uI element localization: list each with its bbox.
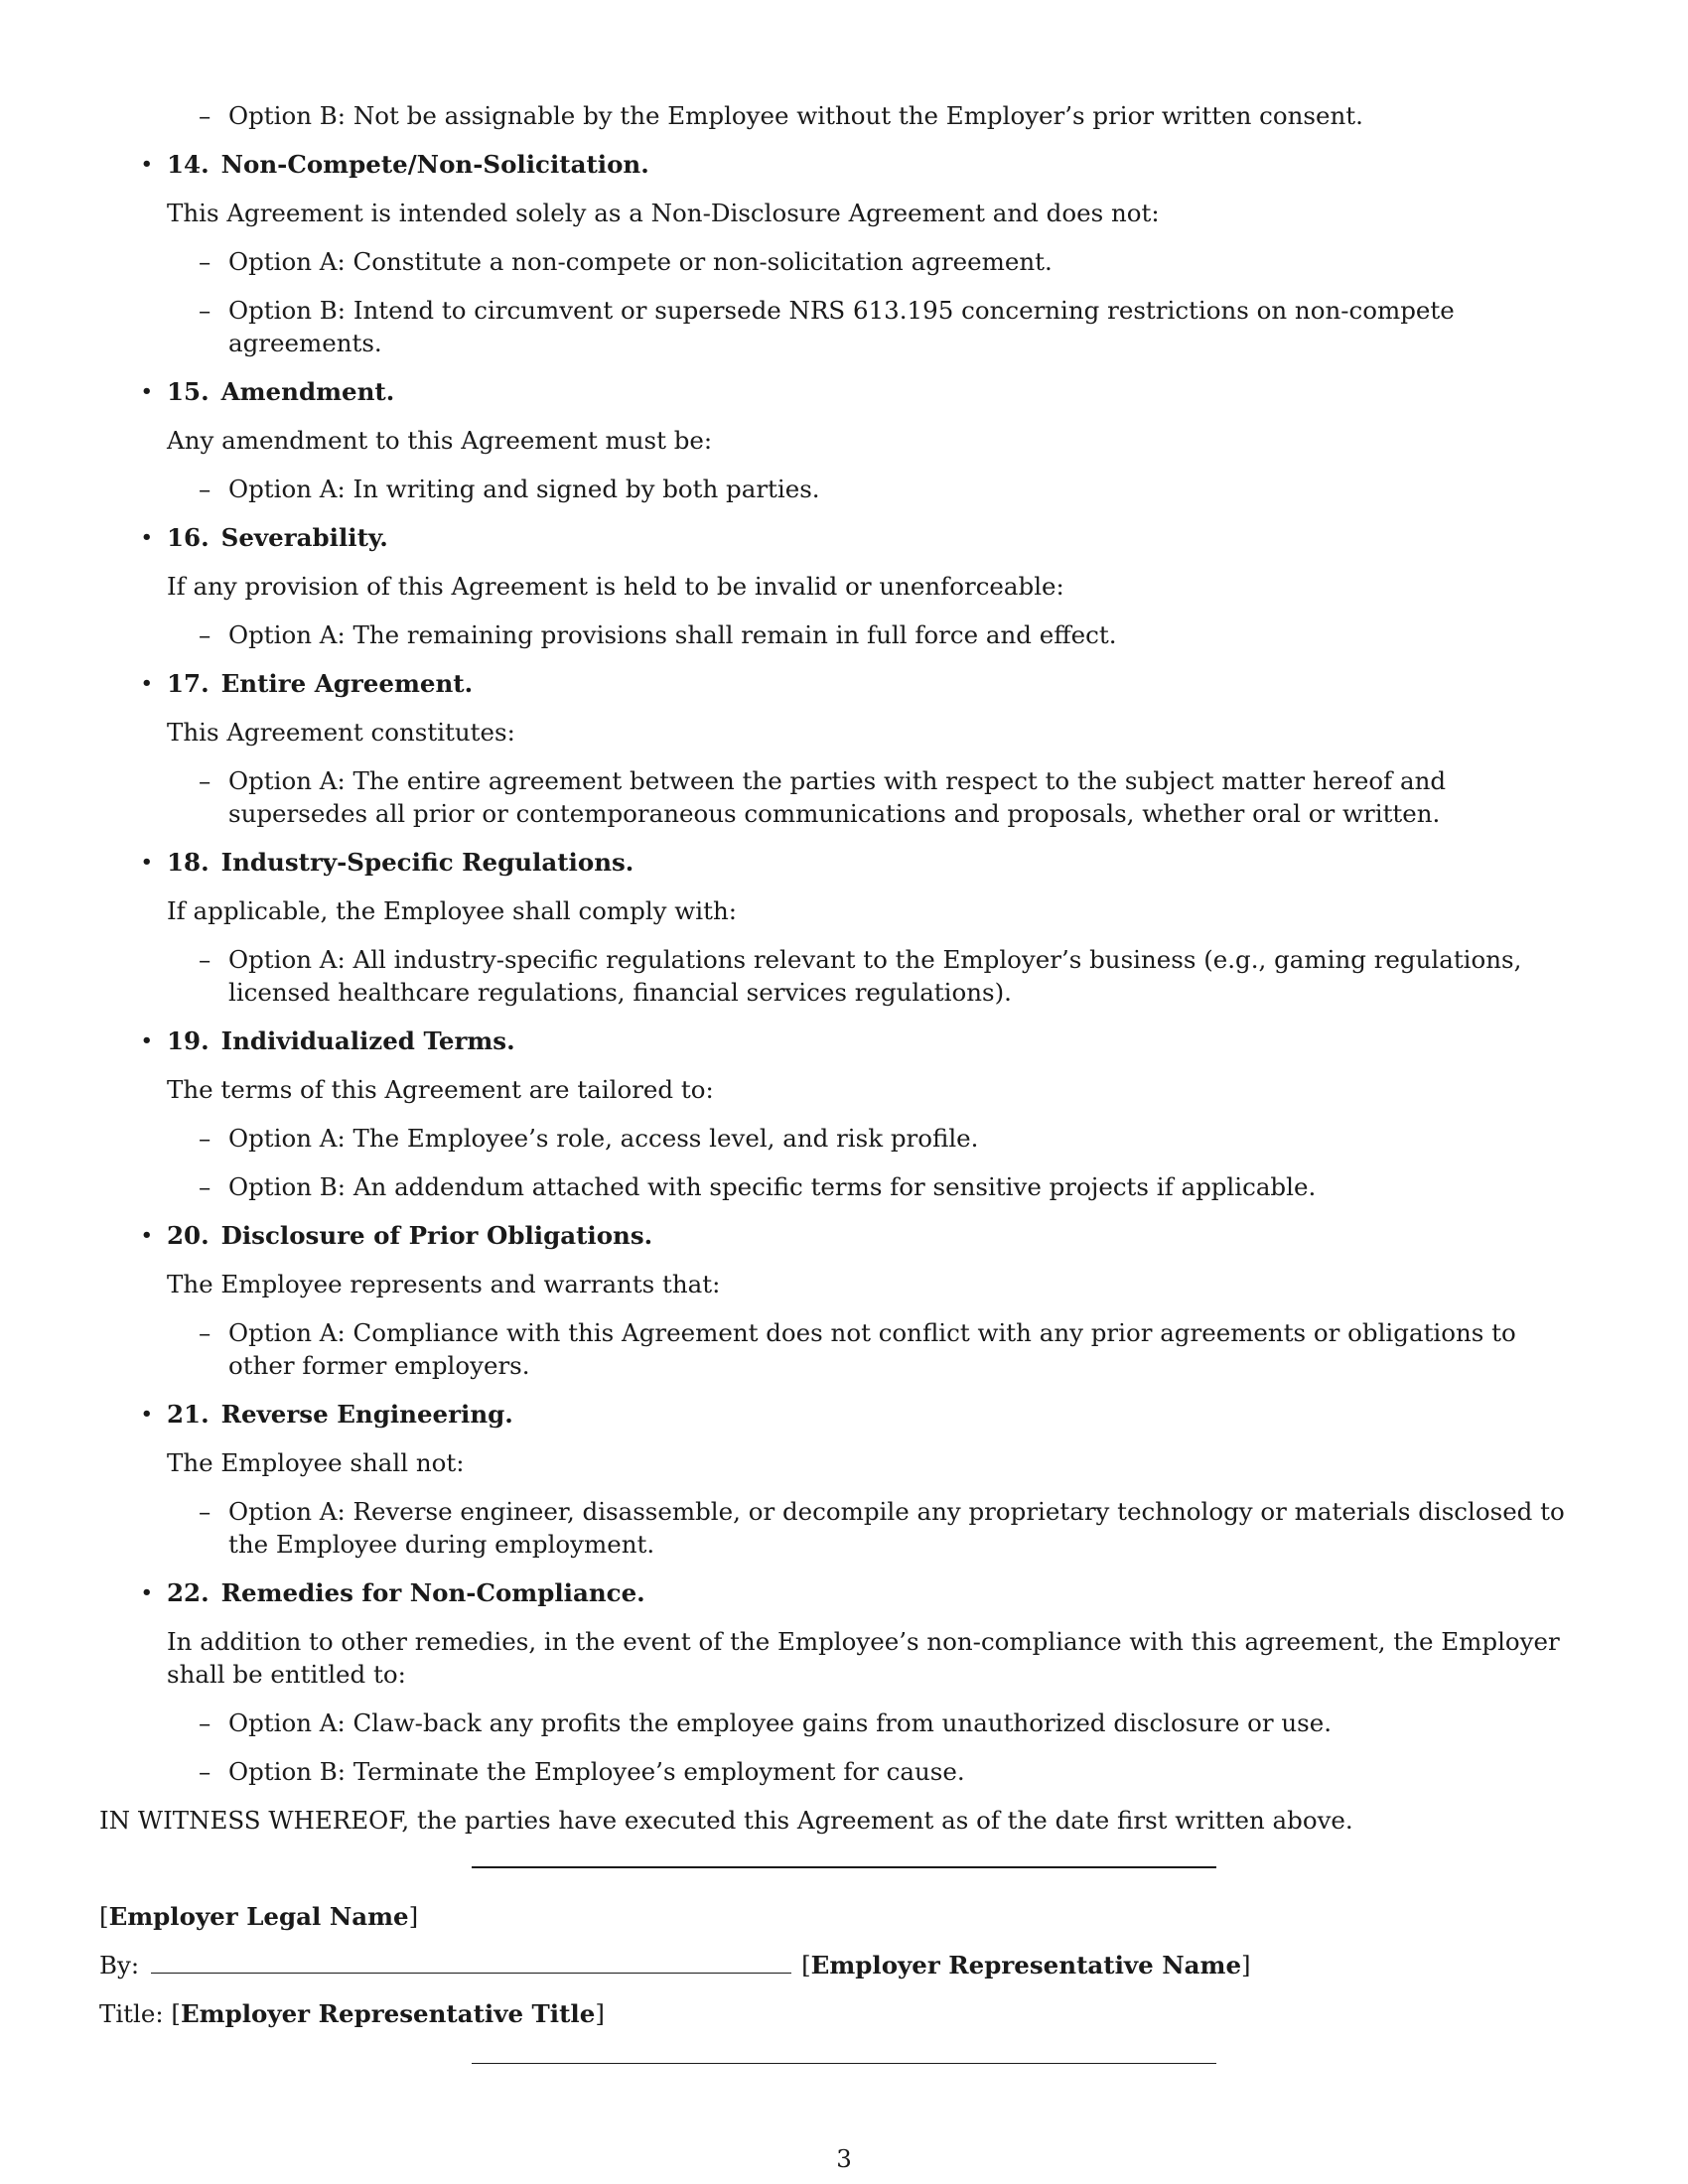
option-text: Option A: The remaining provisions shall remain in full force and effect.: [228, 620, 1117, 649]
section-title: Amendment.: [220, 377, 395, 406]
dash-marker: –: [199, 247, 211, 276]
option-text: Option A: Compliance with this Agreement does not conflict with any prior agreements or obligations to other former employers.: [228, 1318, 1516, 1380]
bullet-marker: •: [141, 1225, 153, 1246]
sections-list: [99, 148, 1589, 1788]
section-title: Reverse Engineering.: [220, 1400, 513, 1429]
option-text: Option A: The Employee’s role, access level, and risk profile.: [228, 1124, 979, 1153]
option-item: [99, 1495, 1589, 1561]
page-number: 3: [836, 2144, 852, 2173]
option-text: Option B: Not be assignable by the Employee without the Employer’s prior written consent.: [228, 101, 1363, 130]
signature-rule-top: [472, 1866, 1216, 1868]
option-item: [99, 943, 1589, 1009]
option-text: Option A: All industry-specific regulations relevant to the Employer’s business (e.g., gaming regulations, licensed healthcare regulations, financial services regulations).: [228, 945, 1522, 1007]
section-intro: The Employee represents and warrants that:: [167, 1270, 721, 1298]
option-text: Option A: Reverse engineer, disassemble, or decompile any proprietary technology or materials disclosed to the Employee during employment.: [228, 1497, 1565, 1559]
employer-legal-name: Employer Legal Name: [108, 1902, 409, 1931]
section-number: 20.: [167, 1221, 210, 1250]
section-number: 16.: [167, 523, 210, 552]
section-heading: [99, 375, 1589, 408]
document-body: [99, 99, 1589, 1852]
option-text: Option B: Intend to circumvent or supersede NRS 613.195 concerning restrictions on non-compete agreements.: [228, 296, 1455, 357]
dash-marker: –: [199, 766, 211, 795]
section-title: Industry-Specific Regulations.: [220, 848, 634, 877]
dash-marker: –: [199, 1757, 211, 1786]
section-number: 15.: [167, 377, 210, 406]
section-17: [99, 667, 1589, 830]
by-line: By: [Employer Representative Name]: [99, 1951, 1251, 1979]
section-18: [99, 846, 1589, 1009]
option-text: Option A: Claw-back any profits the employee gains from unauthorized disclosure or use.: [228, 1708, 1333, 1737]
section-19: [99, 1024, 1589, 1203]
section-heading: [99, 846, 1589, 879]
title-line: Title: [Employer Representative Title]: [99, 1999, 605, 2028]
title-label: Title:: [99, 1999, 164, 2028]
section-intro: If any provision of this Agreement is held to be invalid or unenforceable:: [167, 572, 1064, 601]
section-intro: This Agreement is intended solely as a Non-Disclosure Agreement and does not:: [167, 199, 1160, 227]
section-22: [99, 1576, 1589, 1788]
option-text: Option A: The entire agreement between the parties with respect to the subject matter hereof and supersedes all prior or contemporaneous communications and proposals, whether oral or written.: [228, 766, 1447, 828]
option-item: [99, 1122, 1589, 1155]
section-number: 22.: [167, 1578, 210, 1607]
section-intro: In addition to other remedies, in the event of the Employee’s non-compliance with this agreement, the Employer shall be entitled to:: [167, 1627, 1560, 1689]
witness-statement: IN WITNESS WHEREOF, the parties have executed this Agreement as of the date first written above.: [99, 1806, 1353, 1835]
option-text: Option B: Terminate the Employee’s employment for cause.: [228, 1757, 965, 1786]
option-item: [99, 764, 1589, 830]
bullet-marker: •: [141, 852, 153, 873]
option-text: Option B: An addendum attached with specific terms for sensitive projects if applicable.: [228, 1172, 1317, 1201]
option-item: [99, 99, 1589, 132]
signature-line[interactable]: [151, 1951, 791, 1974]
bullet-marker: •: [141, 381, 153, 402]
section-intro: If applicable, the Employee shall comply with:: [167, 896, 737, 925]
bullet-marker: •: [141, 527, 153, 548]
dash-marker: –: [199, 620, 211, 649]
option-item: [99, 1170, 1589, 1203]
section-heading: [99, 1219, 1589, 1252]
section-intro: The Employee shall not:: [167, 1448, 465, 1477]
section-title: Entire Agreement.: [220, 669, 474, 698]
employer-rep-title: Employer Representative Title: [180, 1999, 596, 2028]
dash-marker: –: [199, 1708, 211, 1737]
section-title: Non-Compete/Non-Solicitation.: [220, 150, 649, 179]
bullet-marker: •: [141, 1030, 153, 1051]
section-intro: Any amendment to this Agreement must be:: [167, 426, 713, 455]
dash-marker: –: [199, 296, 211, 325]
section-21: [99, 1398, 1589, 1561]
section-15: [99, 375, 1589, 505]
dash-marker: –: [199, 1172, 211, 1201]
bullet-marker: •: [141, 1582, 153, 1603]
section-14: [99, 148, 1589, 359]
by-label: By:: [99, 1951, 140, 1979]
dash-marker: –: [199, 1497, 211, 1526]
dash-marker: –: [199, 945, 211, 974]
option-item: [99, 473, 1589, 505]
dash-marker: –: [199, 101, 211, 130]
section-number: 17.: [167, 669, 210, 698]
section-number: 19.: [167, 1026, 210, 1055]
bullet-marker: •: [141, 1404, 153, 1425]
option-text: Option A: Constitute a non-compete or non-solicitation agreement.: [228, 247, 1053, 276]
section-heading: [99, 148, 1589, 181]
option-item: [99, 1755, 1589, 1788]
section-intro: This Agreement constitutes:: [167, 718, 515, 747]
option-item: [99, 1316, 1589, 1382]
dash-marker: –: [199, 1318, 211, 1347]
section-title: Individualized Terms.: [220, 1026, 515, 1055]
section-heading: [99, 1398, 1589, 1431]
bullet-marker: •: [141, 673, 153, 694]
bullet-marker: •: [141, 154, 153, 175]
section-title: Disclosure of Prior Obligations.: [220, 1221, 653, 1250]
section-title: Remedies for Non-Compliance.: [220, 1578, 645, 1607]
section-number: 21.: [167, 1400, 210, 1429]
option-item: [99, 245, 1589, 278]
dash-marker: –: [199, 475, 211, 503]
section-title: Severability.: [220, 523, 388, 552]
option-item: [99, 618, 1589, 651]
signature-rule-bottom: [472, 2063, 1216, 2064]
employer-rep-name: Employer Representative Name: [810, 1951, 1242, 1979]
section-20: [99, 1219, 1589, 1382]
section-heading: [99, 667, 1589, 700]
employer-name-line: [Employer Legal Name]: [99, 1902, 419, 1931]
section-heading: [99, 1576, 1589, 1609]
option-item: [99, 1706, 1589, 1739]
section-heading: [99, 1024, 1589, 1057]
section-intro: The terms of this Agreement are tailored to:: [167, 1075, 714, 1104]
section-number: 18.: [167, 848, 210, 877]
section-number: 14.: [167, 150, 210, 179]
dash-marker: –: [199, 1124, 211, 1153]
option-item: [99, 294, 1589, 359]
section-heading: [99, 521, 1589, 554]
signature-block: [99, 1900, 1589, 2030]
option-text: Option A: In writing and signed by both parties.: [228, 475, 820, 503]
section-16: [99, 521, 1589, 651]
